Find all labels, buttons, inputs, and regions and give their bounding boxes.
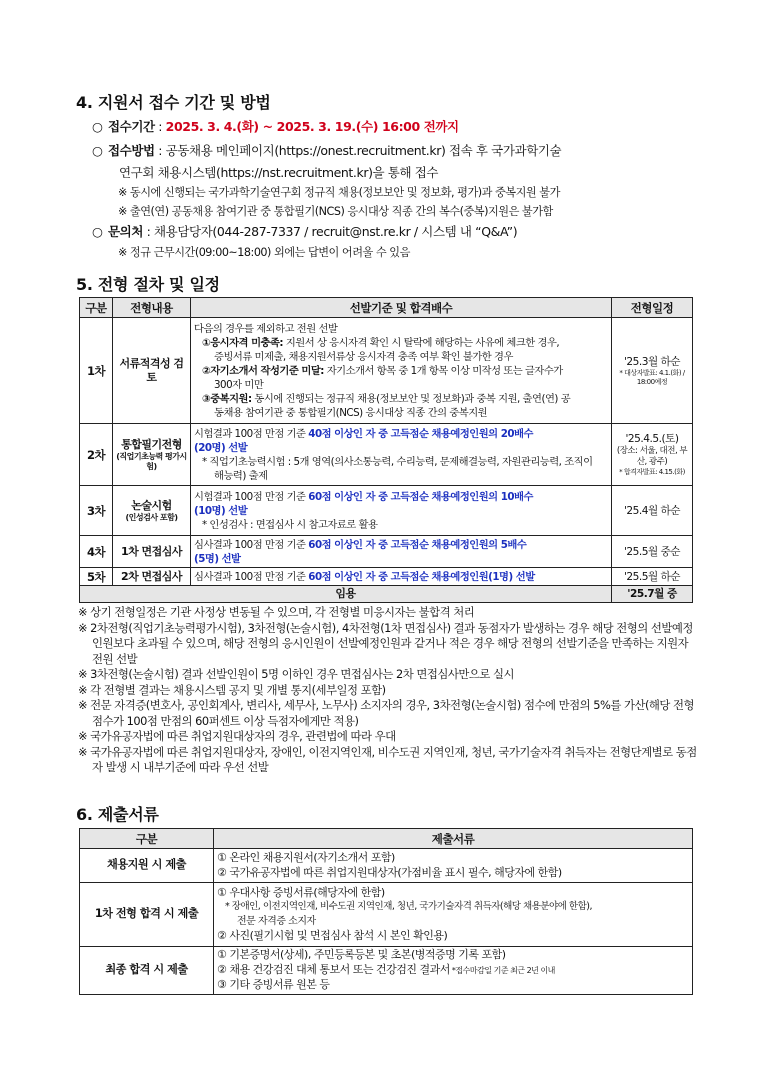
note-duplicate-ncs: ※ 출연(연) 공동채용 참여기관 중 통합필기(NCS) 응시대상 직종 간의 복수(중복)지원은 불가함 xyxy=(118,205,553,218)
stage-criteria xyxy=(191,536,612,568)
table-row xyxy=(80,424,693,486)
col-header: 제출서류 xyxy=(214,829,693,849)
stage-schedule: '25.5월 하순 xyxy=(612,568,693,586)
footnote: ※ 2차전형(직업기초능력평가시험), 3차전형(논술시험), 4차전형(1차 면접심사) 결과 동점자가 발생하는 경우 해당 전형의 선발예정인원보다 초과될 수 있으며, 해당 전형의 응시인원이 선발예정인원과 같거나 적은 경우 해당 전형의 선발기준을 만족하는 지원자 전원 선발 xyxy=(78,620,693,666)
col-header: 전형일정 xyxy=(612,298,693,318)
criteria-text: 시험결과 100점 만점 기준 xyxy=(194,490,309,503)
method-line: ○ 접수방법 : 공동채용 메인페이지(https://onest.recruitment.kr) 접속 후 국가과학기술 xyxy=(92,143,562,158)
table-row xyxy=(80,568,693,586)
section-6-title: 6. 제출서류 xyxy=(76,805,159,824)
doc-item-note: 전문 자격증 소지자 xyxy=(237,915,316,927)
table-row xyxy=(80,536,693,568)
stage-title: 논술시험 xyxy=(131,498,172,512)
col-header: 선발기준 및 합격배수 xyxy=(191,298,612,318)
col-header: 구분 xyxy=(80,298,113,318)
table-row xyxy=(80,318,693,424)
section-4-title: 4. 지원서 접수 기간 및 방법 xyxy=(76,93,271,112)
doc-item-note: *접수마감일 기준 최근 2년 이내 xyxy=(449,965,555,975)
doc-list xyxy=(214,947,693,995)
criteria-item-text: 300자 미만 xyxy=(214,378,264,391)
stage-schedule xyxy=(612,318,693,424)
stage-name xyxy=(113,424,191,486)
schedule-date: '25.4.5.(토) xyxy=(625,433,679,445)
stage-criteria xyxy=(191,424,612,486)
footnote: ※ 국가유공자법에 따른 취업지원대상자, 장애인, 이전지역인재, 비수도권 지역인재, 청년, 국가기술자격 취득자는 전형단계별로 동점자 발생 시 내부기준에 따라 우선 선발 xyxy=(78,744,697,774)
criteria-item-title: ③중복지원: xyxy=(202,392,252,405)
schedule-location: (장소: 서울, 대전, 부산, 광주) xyxy=(616,446,688,467)
doc-item: ① 기본증명서(상세), 주민등록등본 및 초본(병적증명 기록 포함) xyxy=(217,948,506,962)
criteria-item-text: 동시에 진행되는 정규직 채용(정보보안 및 정보화)과 중복 지원, 출연(연) 공 xyxy=(251,392,571,405)
table-row xyxy=(80,486,693,536)
doc-item: ③ 기타 증빙서류 원본 등 xyxy=(217,978,330,992)
period-value: 2025. 3. 4.(화) ~ 2025. 3. 19.(수) 16:00 전까지 xyxy=(165,119,459,134)
stage-name: 2차 면접심사 xyxy=(113,568,191,586)
method-text-2: 연구회 채용시스템(https://nst.recruitment.kr)을 통해 접수 xyxy=(119,165,439,180)
criteria-item-text: 지원서 상 응시자격 확인 시 탈락에 해당하는 사유에 체크한 경우, xyxy=(283,336,560,349)
criteria-highlight: (20명) 선발 xyxy=(194,441,248,454)
schedule-date: '25.3월 하순 xyxy=(623,355,681,368)
stage-subtitle: (인성검사 포함) xyxy=(125,512,178,522)
criteria-item-text: 동채용 참여기관 중 통합필기(NCS) 응시대상 직종 간의 중복지원 xyxy=(214,406,488,419)
criteria-intro: 다음의 경우를 제외하고 전원 선발 xyxy=(194,322,338,335)
criteria-item-text: 증빙서류 미제출, 채용지원서류상 응시자격 충족 여부 확인 불가한 경우 xyxy=(214,350,513,363)
stage-number: 1차 xyxy=(80,318,113,424)
circle-bullet-icon: ○ xyxy=(92,119,103,134)
criteria-note: * 인성검사 : 면접심사 시 참고자료로 활용 xyxy=(202,518,378,531)
doc-item: ① 온라인 채용지원서(자기소개서 포함) xyxy=(217,851,395,864)
circle-bullet-icon: ○ xyxy=(92,143,103,158)
criteria-note: * 직업기초능력시험 : 5개 영역(의사소통능력, 수리능력, 문제해결능력, 자원관리능력, 조직이 xyxy=(202,455,593,468)
doc-category: 채용지원 시 제출 xyxy=(80,849,214,883)
doc-item-note: * 장애인, 이전지역인재, 비수도권 지역인재, 청년, 국가기술자격 취득자(해당 채용분야에 한함), xyxy=(225,901,592,912)
doc-list xyxy=(214,883,693,947)
criteria-text: 심사결과 100점 만점 기준 xyxy=(194,538,309,551)
stage-number: 2차 xyxy=(80,424,113,486)
criteria-note: 해능력) 출제 xyxy=(214,469,268,482)
doc-category: 1차 전형 합격 시 제출 xyxy=(80,883,214,947)
criteria-highlight: (10명) 선발 xyxy=(194,504,248,517)
note-hours: ※ 정규 근무시간(09:00~18:00) 외에는 답변이 어려울 수 있음 xyxy=(118,246,410,259)
criteria-item-text: 자기소개서 항목 중 1개 항목 이상 미작성 또는 글자수가 xyxy=(323,364,563,377)
period-line: ○ 접수기간 : 2025. 3. 4.(화) ~ 2025. 3. 19.(수) 16:00 전까지 xyxy=(92,119,459,134)
footnote: ※ 전문 자격증(변호사, 공인회계사, 변리사, 세무사, 노무사) 소지자의 경우, 3차전형(논술시험) 점수에 만점의 5%를 가산(해당 전형 점수가 100점 만점의 60퍼센트 이상 득점자에게만 적용) xyxy=(78,698,695,728)
criteria-text: 심사결과 100점 만점 기준 xyxy=(194,570,309,583)
table-row xyxy=(80,849,693,883)
section-5-title: 5. 전형 절차 및 일정 xyxy=(76,275,220,294)
schedule-note: * 합격자발표: 4.15.(화) xyxy=(619,468,685,476)
criteria-highlight: (5명) 선발 xyxy=(194,552,241,565)
contact-line: ○ 문의처 : 채용담당자(044-287-7337 / recruit@nst.re.kr / 시스템 내 “Q&A”) xyxy=(92,224,518,239)
criteria-highlight: 60점 이상인 자 중 고득점순 채용예정인원의 10배수 xyxy=(308,490,533,503)
criteria-highlight: 60점 이상인 자 중 고득점순 채용예정인원의 5배수 xyxy=(308,538,527,551)
stage-name: 서류적격성 검토 xyxy=(113,318,191,424)
footnote: ※ 각 전형별 결과는 채용시스템 공지 및 개별 통지(세부일정 포함) xyxy=(78,682,386,697)
stage-number: 5차 xyxy=(80,568,113,586)
table-header-row xyxy=(80,829,693,849)
table-row-final xyxy=(80,586,693,603)
stage-criteria xyxy=(191,318,612,424)
note-duplicate-nst: ※ 동시에 신행되는 국가과학기술연구회 정규직 채용(정보보안 및 정보화, 평가)과 중복지원 불가 xyxy=(118,186,560,199)
documents-table xyxy=(79,828,693,995)
final-stage-label: 임용 xyxy=(80,586,612,603)
col-header: 구분 xyxy=(80,829,214,849)
stage-schedule: '25.4월 하순 xyxy=(612,486,693,536)
criteria-item-title: ②자기소개서 작성기준 미달: xyxy=(202,364,324,377)
doc-item: ② 사진(필기시험 및 면접심사 참석 시 본인 확인용) xyxy=(217,929,448,942)
doc-item: ② 국가유공자법에 따른 취업지원대상자(가점비율 표시 필수, 해당자에 한함) xyxy=(217,865,562,879)
schedule-note: * 대상자발표: 4.1.(화) / 18:00예정 xyxy=(619,368,685,386)
stage-number: 4차 xyxy=(80,536,113,568)
doc-item: ② 채용 건강검진 대체 통보서 또는 건강검진 결과서 xyxy=(217,962,450,976)
footnote: ※ 국가유공자법에 따른 취업지원대상자의 경우, 관련법에 따라 우대 xyxy=(78,729,396,743)
criteria-highlight: 60점 이상인 자 중 고득점순 채용예정인원(1명) 선발 xyxy=(308,570,535,583)
col-header: 전형내용 xyxy=(113,298,191,318)
period-label: 접수기간 xyxy=(108,119,155,134)
criteria-highlight: 40점 이상인 자 중 고득점순 채용예정인원의 20배수 xyxy=(308,427,533,440)
criteria-text: 시험결과 100점 만점 기준 xyxy=(194,427,309,440)
table-header-row xyxy=(80,298,693,318)
stage-name: 1차 면접심사 xyxy=(113,536,191,568)
stage-schedule: '25.5월 중순 xyxy=(612,536,693,568)
stage-criteria xyxy=(191,486,612,536)
doc-category: 최종 합격 시 제출 xyxy=(80,947,214,995)
stage-title: 통합필기전형 xyxy=(121,437,182,451)
stage-subtitle: (직업기초능력 평가시험) xyxy=(116,451,187,471)
doc-list xyxy=(214,849,693,883)
contact-label: 문의처 xyxy=(108,224,144,239)
footnote: ※ 3차전형(논술시험) 결과 선발인원이 5명 이하인 경우 면접심사는 2차 면접심사만으로 실시 xyxy=(78,667,514,681)
doc-item: ① 우대사항 증빙서류(해당자에 한함) xyxy=(217,885,385,899)
circle-bullet-icon: ○ xyxy=(92,224,103,239)
stage-criteria xyxy=(191,568,612,586)
method-label: 접수방법 xyxy=(108,143,155,158)
method-text-1: 공동채용 메인페이지(https://onest.recruitment.kr) 접속 후 국가과학기술 xyxy=(165,143,562,158)
stage-name xyxy=(113,486,191,536)
stage-number: 3차 xyxy=(80,486,113,536)
table-row xyxy=(80,947,693,995)
stage-schedule xyxy=(612,424,693,486)
table-row xyxy=(80,883,693,947)
criteria-item-title: ①응시자격 미충족: xyxy=(202,336,284,349)
final-stage-schedule: '25.7월 중 xyxy=(612,586,693,603)
section-5-footnotes xyxy=(78,605,698,776)
footnote: ※ 상기 전형일정은 기관 사정상 변동될 수 있으며, 각 전형별 미응시자는 불합격 처리 xyxy=(78,605,475,619)
contact-value: 채용담당자(044-287-7337 / recruit@nst.re.kr / 시스템 내 “Q&A”) xyxy=(154,224,518,239)
selection-schedule-table xyxy=(79,297,693,603)
